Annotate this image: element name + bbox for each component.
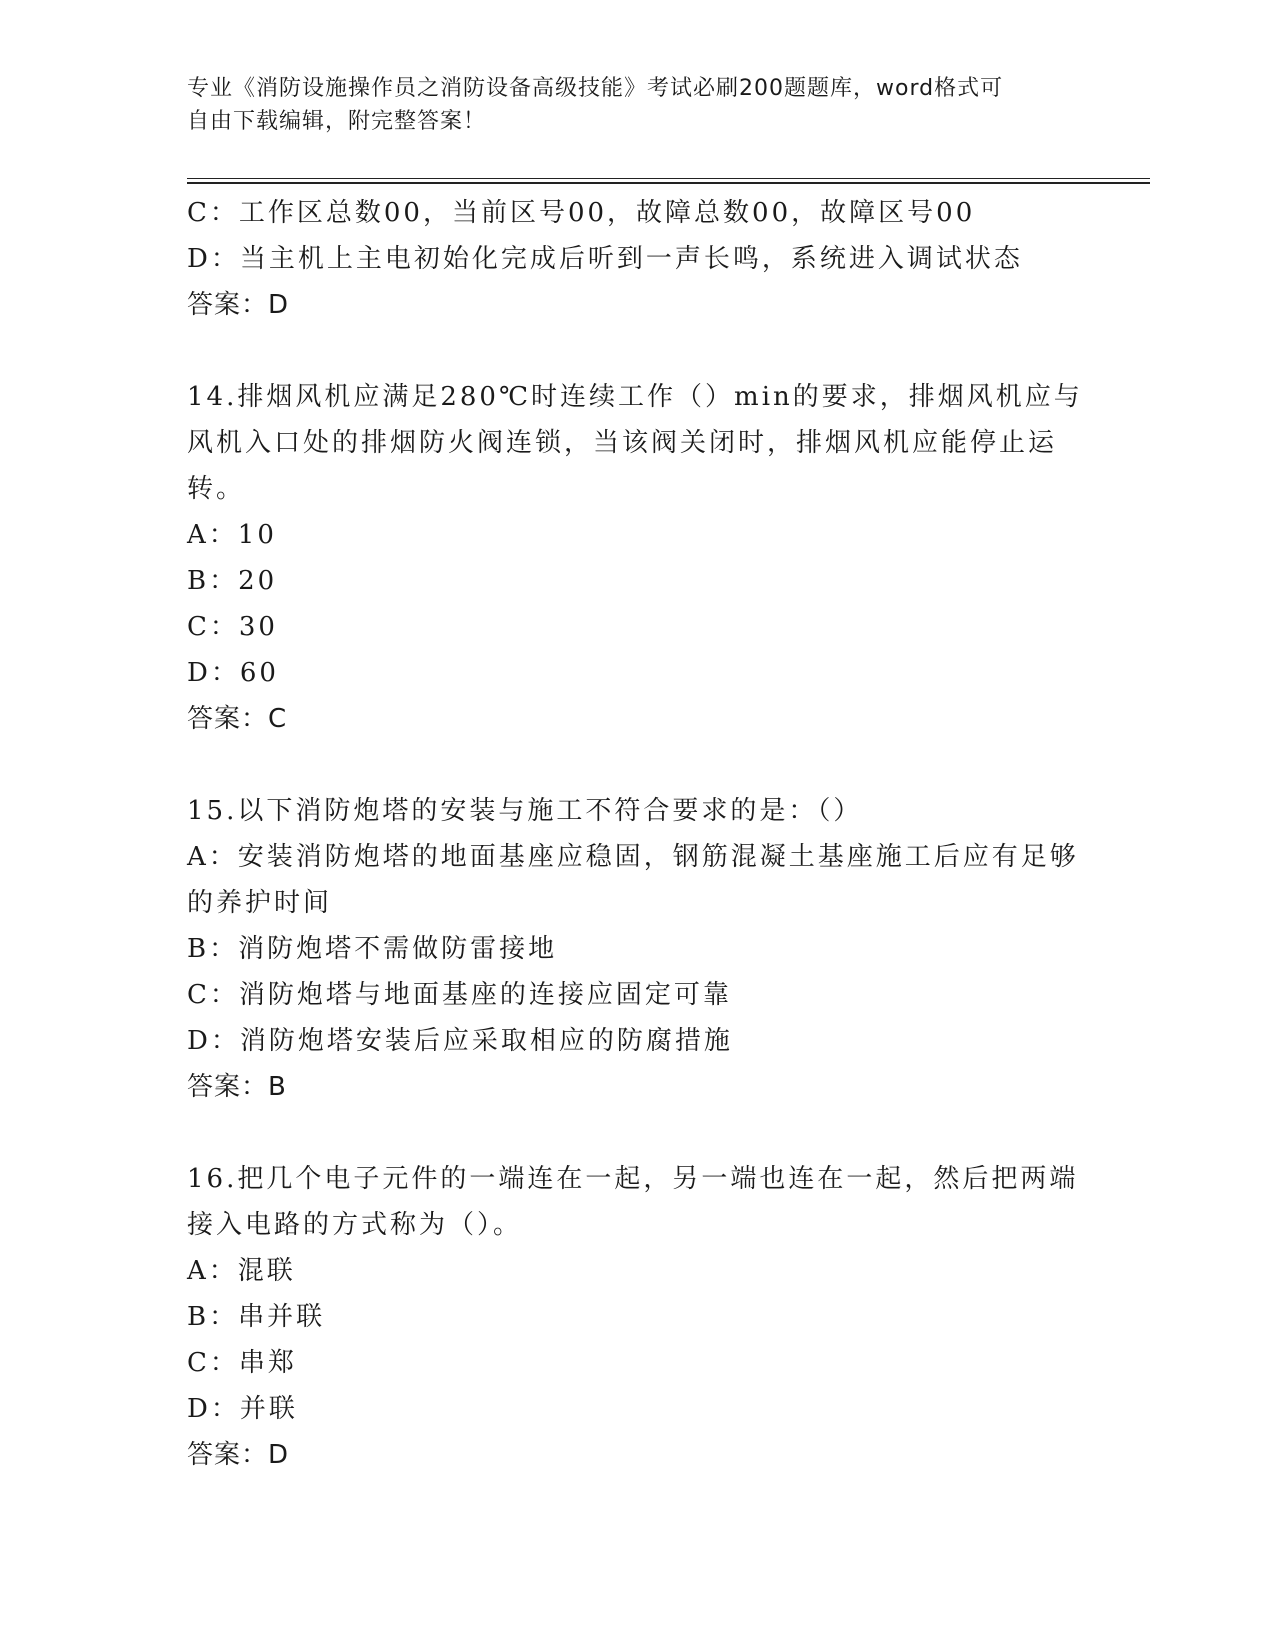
header-title-line-1: 专业《消防设施操作员之消防设备高级技能》考试必刷200题题库，word格式可: [187, 76, 1004, 101]
document-header: [187, 72, 1067, 138]
spacer: [187, 742, 1087, 788]
option-c: C：串郑: [187, 1348, 297, 1378]
question-13-continued: [187, 190, 1087, 328]
question-list: [187, 190, 1087, 1478]
header-rule-thin: [187, 178, 1150, 179]
option-a: A：混联: [187, 1256, 296, 1286]
question-14: [187, 374, 1087, 742]
answer: 答案：D: [187, 1440, 290, 1470]
answer: 答案：C: [187, 704, 288, 734]
option-a: A：10: [187, 520, 277, 550]
option-a: A：安装消防炮塔的地面基座应稳固，钢筋混凝土基座施工后应有足够: [187, 842, 1079, 872]
question-stem: 风机入口处的排烟防火阀连锁，当该阀关闭时，排烟风机应能停止运: [187, 428, 1058, 458]
header-rule-thick: [187, 182, 1150, 184]
option-d: D：60: [187, 658, 279, 688]
option-c: C：30: [187, 612, 278, 642]
question-stem: 16.把几个电子元件的一端连在一起，另一端也连在一起，然后把两端: [187, 1164, 1079, 1194]
question-stem: 接入电路的方式称为（）。: [187, 1210, 523, 1240]
question-16: [187, 1156, 1087, 1478]
question-stem: 15.以下消防炮塔的安装与施工不符合要求的是：（）: [187, 796, 863, 826]
question-stem: 转。: [187, 474, 246, 504]
option-c: C：工作区总数00，当前区号00，故障总数00，故障区号00: [187, 198, 976, 228]
option-b: B：消防炮塔不需做防雷接地: [187, 934, 558, 964]
question-stem: 14.排烟风机应满足280℃时连续工作（）min的要求，排烟风机应与: [187, 382, 1083, 412]
option-b: B：串并联: [187, 1302, 326, 1332]
option-d: D：并联: [187, 1394, 298, 1424]
spacer: [187, 328, 1087, 374]
option-b: B：20: [187, 566, 278, 596]
spacer: [187, 1110, 1087, 1156]
header-title-line-2: 自由下载编辑，附完整答案！: [187, 109, 487, 134]
option-c: C：消防炮塔与地面基座的连接应固定可靠: [187, 980, 732, 1010]
answer: 答案：B: [187, 1072, 287, 1102]
option-a-continued: 的养护时间: [187, 888, 333, 918]
option-d: D：当主机上主电初始化完成后听到一声长鸣，系统进入调试状态: [187, 244, 1023, 274]
answer: 答案：D: [187, 290, 290, 320]
option-d: D：消防炮塔安装后应采取相应的防腐措施: [187, 1026, 733, 1056]
question-15: [187, 788, 1087, 1110]
